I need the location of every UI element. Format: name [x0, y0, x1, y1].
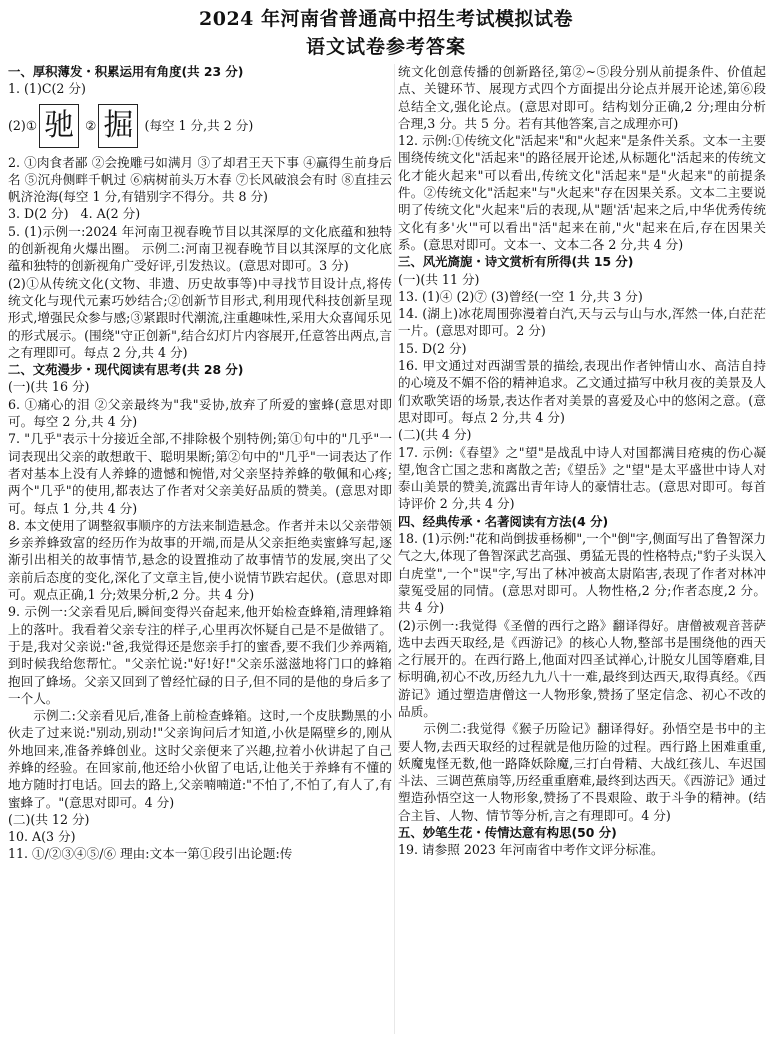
boxed-character-1: 驰 — [39, 104, 79, 148]
column-divider — [394, 64, 395, 1034]
section-3-heading: 三、风光旖旎・诗文赏析有所得(共 15 分) — [398, 254, 634, 270]
answer-q13: 13. (1)④ (2)⑦ (3)曾经(一空 1 分,共 3 分) — [398, 288, 643, 304]
answer-q1-2-score: (每空 1 分,共 2 分) — [144, 117, 254, 133]
section-5-heading: 五、妙笔生花・传情达意有构思(50 分) — [398, 825, 617, 841]
answer-q10: 10. A(3 分) — [8, 829, 76, 845]
answer-q6: 6. ①痛心的泪 ②父亲最终为"我"妥协,放弃了所爱的蜜蜂(意思对即可。每空 2 分,共 4 分) — [8, 396, 392, 430]
page-subtitle: 语文试卷参考答案 — [305, 36, 466, 58]
answer-q3-q4: 3. D(2 分) 4. A(2 分) — [8, 206, 141, 222]
answer-q11: 11. ①/②③④⑤/⑥ 理由:文本一第①段引出论题:传 — [8, 846, 293, 862]
answer-q9-example-2: 示例二:父亲看见后,准备上前检查蜂箱。这时,一个皮肤黝黑的小伙走了过来说:"别动,别动!"父亲询问后才知道,小伙是隔壁乡的,刚从外地回来,准备养蜂创业。这时父亲便来了兴趣,拉着小伙讲起了自己养蜂的经验。在回家前,他还给小伙留了电话,让他关于养蜂有不懂的地方随时打电话。回去的路上,父亲喃喃道:"不怕了,不怕了,有人了,有蜜蜂了。"(意思对即可。4 分) — [8, 708, 392, 810]
answer-q5-1: 5. (1)示例一:2024 年河南卫视春晚节目以其深厚的文化底蕴和独特的创新视角火爆出圈。 示例二:河南卫视春晚节目以其深厚的文化底蕴和独特的创新视角广受好评,引发热议。(意思对即可。3 分) — [8, 223, 392, 274]
answer-q12: 12. 示例:①传统文化"活起来"和"火起来"是条件关系。文本一主要围绕传统文化"活起来"的路径展开论述,从标题化"活起来的传统文化才能火起来"可以看出,传统文化"活起来"是"火起来"的前提条件。②传统文化"活起来"与"火起来"存在因果关系。文本二主要说明了传统文化"火起来"后的表现,从"题'活'起来之后,中华优秀传统文化有多'火'"可以看出"活"起来在前,"火"起来在后,存在因果关系。(意思对即可。文本一、文本二各 2 分,共 4 分) — [398, 133, 766, 252]
answer-q8: 8. 本文使用了调整叙事顺序的方法来制造悬念。作者并未以父亲带领乡亲养蜂致富的经历作为故事的开端,而是从父亲拒绝卖蜜蜂写起,逐渐引出相关的故事情节,悬念的设置推动了故事情节的发展,突出了父亲前后态度的变化,深化了文章主旨,使小说情节跌宕起伏。(意思对即可。观点正确,1 分;效果分析,2 分。共 4 分) — [8, 517, 392, 603]
answer-q19: 19. 请参照 2023 年河南省中考作文评分标准。 — [398, 842, 664, 858]
answer-q11-continued: 统文化创意传播的创新路径,第②~⑤段分别从前提条件、价值起点、关键环节、展现方式四个方面提出分论点并展开论述,第⑥段总结全文,强化论点。(意思对即可。结构划分正确,2 分;理由分析合理,3 分。共 5 分。若有其他答案,言之成理亦可) — [398, 64, 766, 131]
answer-q16: 16. 甲文通过对西湖雪景的描绘,表现出作者钟情山水、高洁自持的心境及不媚不俗的精神追求。乙文通过描写中秋月夜的美景及人们欢歌笑语的场景,表达作者对美景的喜爱及心中的悠闲之意。(意思对即可。每点 2 分,共 4 分) — [398, 358, 766, 425]
answer-q15: 15. D(2 分) — [398, 340, 467, 356]
subsection-2-2: (二)(共 12 分) — [8, 811, 90, 827]
subsection-3-2: (二)(共 4 分) — [398, 427, 472, 443]
answer-q2: 2. ①肉食者鄙 ②会挽雕弓如满月 ③了却君王天下事 ④赢得生前身后名 ⑤沉舟侧畔千帆过 ⑥病树前头万木春 ⑦长风破浪会有时 ⑧直挂云帆济沧海(每空 1 分,有错别字不得分。共 8 分) — [8, 154, 392, 205]
left-column — [8, 63, 392, 863]
answer-q9-example-1: 9. 示例一:父亲看见后,瞬间变得兴奋起来,他开始检查蜂箱,清理蜂箱上的落叶。我看着父亲专注的样子,心里再次怀疑自己是不是做错了。于是,我对父亲说:"爸,我觉得还是您亲手打的蜜香,要不我们少养两箱,到时候我给您帮忙。"父亲忙说:"好!好!"父亲乐滋滋地将门口的蜂箱抱回了蜂场。父亲又回到了曾经忙碌的日子,但不同的是他的身后多了一个人。 — [8, 604, 392, 706]
answer-q1-2 — [8, 100, 392, 152]
subsection-2-1: (一)(共 16 分) — [8, 379, 90, 395]
answer-q1-1: 1. (1)C(2 分) — [8, 81, 86, 97]
section-2-heading: 二、文苑漫步・现代阅读有思考(共 28 分) — [8, 362, 244, 378]
answer-q1-2-mid: ② — [85, 117, 97, 133]
subsection-3-1: (一)(共 11 分) — [398, 271, 480, 287]
answer-q5-2: (2)①从传统文化(文物、非遗、历史故事等)中寻找节目设计点,将传统文化与现代元素巧妙结合;②创新节目形式,利用现代科技创新呈现形式,增强民众参与感;③紧跟时代潮流,注重趣味性,采用大众喜闻乐见的形式展示。(围绕"守正创新",结合幻灯片内容展开,任意答出两点,言之有理即可。每点 2 分,共 4 分) — [8, 275, 392, 360]
boxed-character-2: 掘 — [98, 104, 138, 148]
answer-q18-1: 18. (1)示例:"花和尚倒拔垂杨柳",一个"倒"字,侧面写出了鲁智深力气之大,体现了鲁智深武艺高强、勇猛无畏的性格特点;"豹子头误入白虎堂",一个"误"字,写出了林冲被高太尉陷害,表现了作者对林冲蒙冤受屈的同情。(意思对即可。人物性格,2 分;作者态度,2 分。共 4 分) — [398, 531, 766, 616]
section-1-heading: 一、厚积薄发・积累运用有角度(共 23 分) — [8, 64, 244, 79]
answer-q1-2-prefix: (2)① — [8, 117, 38, 133]
answer-q18-2-example-1: (2)示例一:我觉得《圣僧的西行之路》翻译得好。唐僧被观音菩萨选中去西天取经,是《西游记》的核心人物,整部书是围绕他的西天之行展开的。在西行路上,他面对四圣试禅心,计脱女儿国等磨难,目标明确,初心不改,历经九九八十一难,最终到达西天,取得真经。《西游记》通过塑造唐僧这一人物形象,赞扬了坚定信念、初心不改的品质。 — [398, 617, 766, 719]
right-column — [398, 63, 766, 859]
answer-q7: 7. "几乎"表示十分接近全部,不排除极个别特例;第①句中的"几乎"一词表现出父亲的敢想敢干、聪明果断;第②句中的"几乎"一词表达了作者对基本上没有人养蜂的遗憾和惋惜,对父亲坚持养蜂的敬佩和心疼;两个"几乎"的使用,都表达了作者对父亲美好品质的赞美。(意思对即可。每点 1 分,共 4 分) — [8, 431, 392, 516]
answer-q18-2-example-2: 示例二:我觉得《猴子历险记》翻译得好。孙悟空是书中的主要人物,去西天取经的过程就是他历险的过程。西行路上困难重重,妖魔鬼怪无数,他一路降妖除魔,三打白骨精、大战红孩儿、车迟国斗法、三调芭蕉扇等,历经重重磨难,最终到达西天。《西游记》通过塑造孙悟空这一人物形象,赞扬了不畏艰险、敢于斗争的精神。(结合主旨、人物、情节等分析,言之有理即可。4 分) — [398, 721, 766, 823]
section-4-heading: 四、经典传承・名著阅读有方法(4 分) — [398, 513, 609, 529]
answer-q17: 17. 示例:《春望》之"望"是战乱中诗人对国都满目疮痍的伤心凝望,饱含亡国之悲和离散之苦;《望岳》之"望"是太平盛世中诗人对泰山美景的赞美,流露出青年诗人的豪情壮志。(意思对即可。每首诗评价 2 分,共 4 分) — [398, 444, 766, 512]
page-title: 2024 年河南省普通高中招生考试模拟试卷 — [199, 8, 573, 30]
answer-q14: 14. (湖上)冰花周围弥漫着白汽,天与云与山与水,浑然一体,白茫茫一片。(意思对即可。2 分) — [398, 306, 766, 339]
